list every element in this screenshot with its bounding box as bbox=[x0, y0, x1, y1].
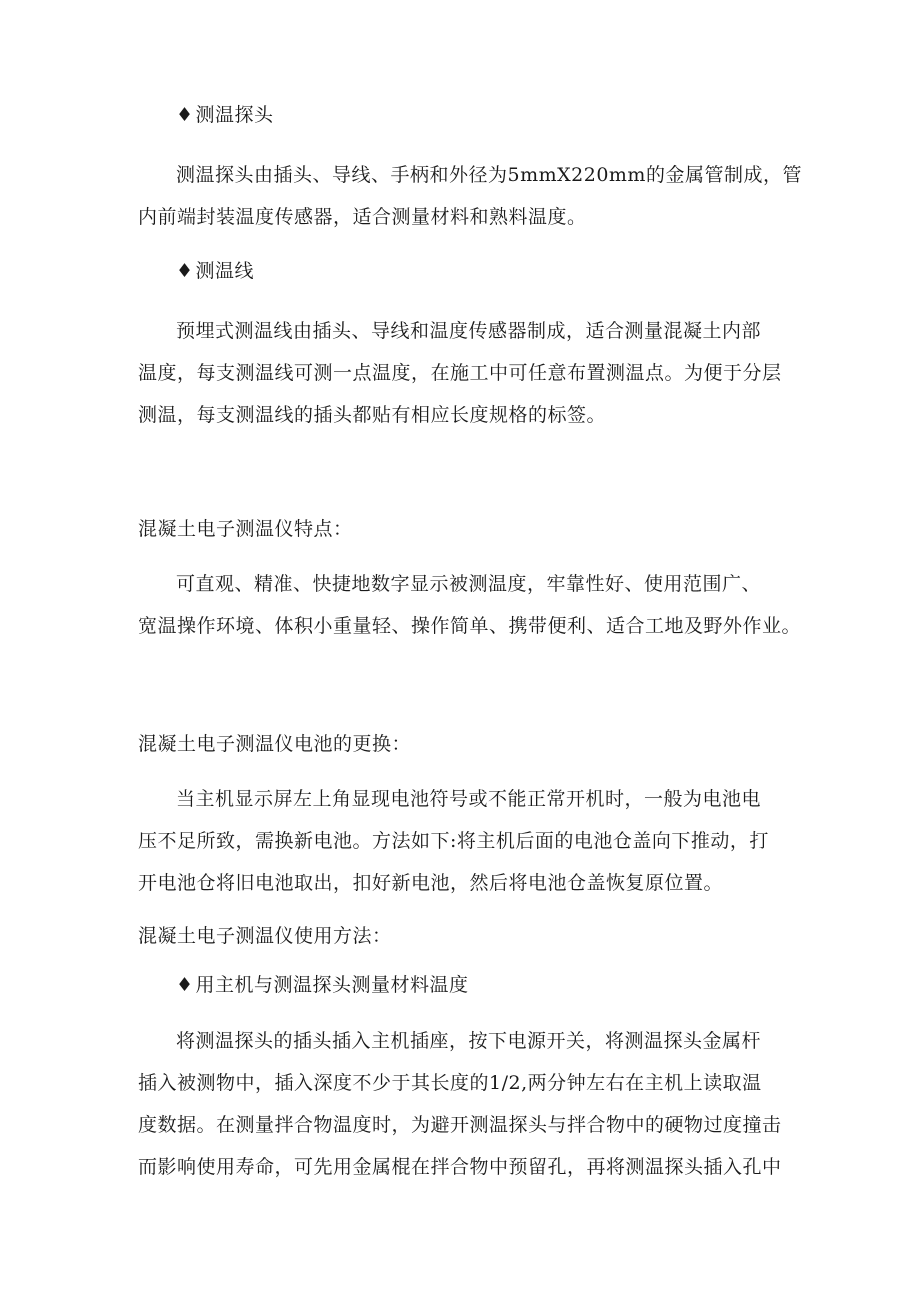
paragraph-line: 插入被测物中，插入深度不少于其长度的1/2,两分钟左右在主机上读取温 bbox=[138, 1072, 762, 1094]
subheading-text: 测温探头 bbox=[195, 104, 274, 126]
paragraph-line: 开电池仓将旧电池取出，扣好新电池，然后将电池仓盖恢复原位置。 bbox=[138, 872, 724, 894]
paragraph-line: 内前端封装温度传感器，适合测量材料和熟料温度。 bbox=[138, 206, 587, 228]
heading-features: 混凝土电子测温仪特点： bbox=[138, 518, 353, 540]
subheading-material-temp bbox=[176, 964, 836, 1006]
subheading-text: 测温线 bbox=[195, 260, 255, 282]
diamond-bullet-icon: ♦ bbox=[176, 260, 194, 282]
paragraph-line: 测温，每支测温线的插头都贴有相应长度规格的标签。 bbox=[138, 404, 607, 426]
paragraph-wire-description bbox=[138, 310, 798, 436]
paragraph-line: 温度，每支测温线可测一点温度，在施工中可任意布置测温点。为便于分层 bbox=[138, 362, 782, 384]
heading-battery: 混凝土电子测温仪电池的更换： bbox=[138, 733, 412, 755]
subheading-probe bbox=[176, 94, 836, 136]
paragraph-line: 度数据。在测量拌合物温度时，为避开测温探头与拌合物中的硬物过度撞击 bbox=[138, 1114, 782, 1136]
diamond-bullet-icon: ♦ bbox=[176, 104, 194, 126]
paragraph-line: 压不足所致，需换新电池。方法如下:将主机后面的电池仓盖向下推动，打 bbox=[138, 830, 769, 852]
paragraph-battery bbox=[138, 778, 798, 904]
paragraph-line: 测温探头由插头、导线、手柄和外径为5mmX220mm的金属管制成，管 bbox=[176, 164, 802, 186]
subheading-text: 用主机与测温探头测量材料温度 bbox=[195, 974, 469, 996]
paragraph-line: 预埋式测温线由插头、导线和温度传感器制成，适合测量混凝土内部 bbox=[176, 320, 762, 342]
paragraph-line: 宽温操作环境、体积小重量轻、操作简单、携带便利、适合工地及野外作业。 bbox=[138, 615, 802, 637]
paragraph-probe-description bbox=[138, 154, 802, 238]
diamond-bullet-icon: ♦ bbox=[176, 974, 194, 996]
paragraph-line: 当主机显示屏左上角显现电池符号或不能正常开机时，一般为电池电 bbox=[176, 788, 762, 810]
paragraph-material-temp bbox=[138, 1020, 798, 1188]
paragraph-features bbox=[138, 563, 802, 647]
paragraph-line: 而影响使用寿命，可先用金属棍在拌合物中预留孔，再将测温探头插入孔中 bbox=[138, 1156, 782, 1178]
subheading-wire bbox=[176, 250, 836, 292]
paragraph-line: 可直观、精准、快捷地数字显示被测温度，牢靠性好、使用范围广、 bbox=[176, 573, 762, 595]
heading-usage: 混凝土电子测温仪使用方法： bbox=[138, 925, 392, 947]
paragraph-line: 将测温探头的插头插入主机插座，按下电源开关，将测温探头金属杆 bbox=[176, 1030, 762, 1052]
